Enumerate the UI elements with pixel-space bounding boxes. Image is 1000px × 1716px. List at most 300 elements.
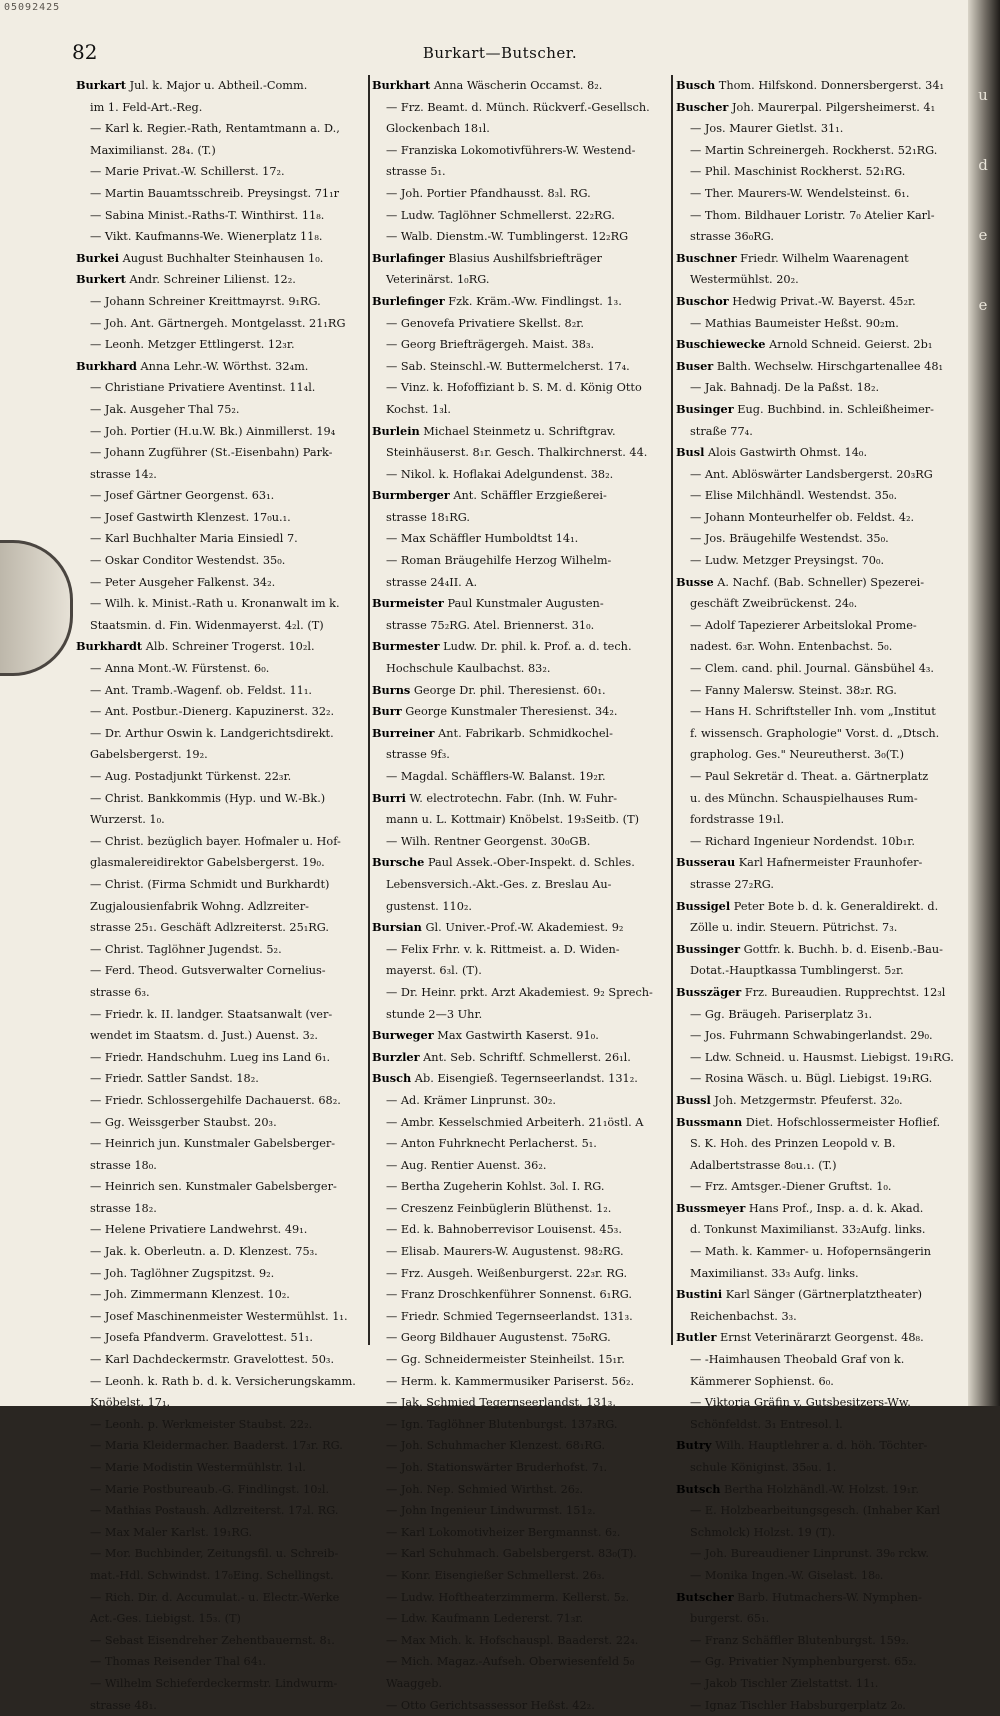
entry-text: — Herm. k. Kammermusiker Pariserst. 56₂. [386,1374,635,1388]
directory-line [372,1284,670,1306]
directory-line [372,1630,670,1652]
directory-line [76,1435,366,1457]
directory-line [676,874,962,896]
directory-line [372,550,670,572]
directory-entry [372,1025,670,1047]
directory-line [676,1219,962,1241]
entry-text: — Thomas Reisender Thal 64₁. [90,1655,267,1669]
entry-text: — Jak. k. Oberleutn. a. D. Klenzest. 75₃. [90,1245,318,1259]
directory-line [76,161,366,183]
directory-line [76,140,366,162]
entry-text: — Marie Privat.-W. Schillerst. 17₂. [90,165,285,179]
directory-line [676,1695,962,1716]
entry-text: Dotat.-Hauptkassa Tumblingerst. 5₂r. [690,964,904,978]
entry-text: Anna Wäscherin Occamst. 8₂. [430,79,603,92]
directory-line [372,615,670,637]
directory-line [372,1457,670,1479]
entry-text: Ant. Schäffler Erzgießerei- [449,489,607,503]
directory-line [76,788,366,810]
entry-text: — Wilh. Rentner Georgenst. 30₀GB. [386,834,591,848]
entry-text: — Hans H. Schriftsteller Inh. vom „Institut [690,705,936,719]
entry-text: — Karl k. Regier.-Rath, Rentamtmann a. D., [90,122,340,136]
entry-text: strasse 14₂. [90,467,157,481]
entry-text: — Johann Monteurhelfer ob. Feldst. 4₂. [690,510,915,524]
entry-text: — Ludw. Taglöhner Schmellerst. 22₂RG. [386,208,615,222]
surname: Burlafinger [372,250,445,265]
entry-text: — Vikt. Kaufmanns-We. Wienerplatz 11₈. [90,230,323,244]
entry-text: Gottfr. k. Buchh. b. d. Eisenb.-Bau- [740,942,943,956]
directory-line [676,1047,962,1069]
directory-line [76,1176,366,1198]
directory-entry [676,1284,962,1306]
entry-text: Ernst Veterinärarzt Georgenst. 48₈. [716,1331,924,1345]
entry-text: — Leonh. k. Rath b. d. k. Versicherungskamm. [90,1374,356,1388]
directory-line [676,1392,962,1414]
directory-entry [76,269,366,291]
entry-text: — E. Holzbearbeitungsgesch. (Inhaber Karl [690,1504,940,1518]
directory-line [676,377,962,399]
entry-text: Reichenbachst. 3₃. [690,1309,797,1323]
directory-line [676,161,962,183]
directory-entry [676,399,962,421]
directory-line [76,1090,366,1112]
directory-line [676,960,962,982]
entry-text: S. K. Hoh. des Prinzen Leopold v. B. [690,1137,896,1151]
directory-line [676,1133,962,1155]
surname: Burlein [372,423,420,438]
entry-text: — Gg. Weissgerber Staubst. 20₃. [90,1115,277,1129]
entry-text: f. wissensch. Graphologie" Vorst. d. „Dtsch. [690,726,940,740]
directory-line [76,701,366,723]
entry-text: — Franz Schäffler Blutenburgst. 159₂. [690,1633,910,1647]
entry-text: — Jos. Maurer Gietlst. 31₁. [690,122,844,136]
directory-line [76,1306,366,1328]
column-rule-1 [368,75,370,1345]
directory-entry [676,896,962,918]
directory-line [372,140,670,162]
directory-line [372,766,670,788]
entry-text: Zölle u. indir. Steuern. Pütrichst. 7₃. [690,921,898,935]
directory-line [676,723,962,745]
entry-text: Barb. Hutmachers-W. Nymphen- [733,1590,922,1604]
entry-text: — Ignaz Tischler Habsburgerplatz 2₀. [690,1698,906,1712]
entry-text: u. des Münchn. Schauspielhauses Rum- [690,791,918,805]
directory-entry [676,1198,962,1220]
entry-text: schule Königinst. 35₀u. 1. [690,1461,837,1474]
surname: Busch [676,78,716,92]
directory-entry [676,356,962,378]
directory-line [676,550,962,572]
directory-line [76,615,366,637]
directory-line [76,680,366,702]
directory-line [676,658,962,680]
entry-text: August Buchhalter Steinhausen 1₀. [119,251,324,265]
directory-line [676,269,962,291]
directory-line [372,1695,670,1716]
directory-line [76,723,366,745]
surname: Buser [676,358,714,373]
page-number: 82 [72,40,98,64]
directory-line [372,1543,670,1565]
directory-line [676,1608,962,1630]
surname: Burmeister [372,596,444,611]
directory-entry [372,421,670,443]
entry-text: Joh. Maurerpal. Pilgersheimerst. 4₁ [728,100,936,114]
directory-line [372,464,670,486]
directory-line [676,1263,962,1285]
directory-line [372,1090,670,1112]
entry-text: strasse 5₁. [386,165,446,179]
entry-text: — Felix Frhr. v. k. Rittmeist. a. D. Widen- [386,942,620,956]
entry-text: Ant. Fabrikarb. Schmidkochel- [434,726,613,740]
directory-entry [676,1435,962,1457]
entry-text: — Rosina Wäsch. u. Bügl. Liebigst. 19₁RG. [690,1072,933,1086]
entry-text: — Aug. Rentier Auenst. 36₂. [386,1158,547,1172]
entry-text: Jul. k. Major u. Abtheil.-Comm. [126,79,308,92]
directory-line [372,874,670,896]
entry-text: — Konr. Eisengießer Schmellerst. 26₃. [386,1568,605,1582]
entry-text: — Marie Postbureaub.-G. Findlingst. 10₂l. [90,1482,330,1496]
entry-text: burgerst. 65₁. [690,1612,770,1626]
entry-text: — Nikol. k. Hoflakai Adelgundenst. 38₂. [386,467,614,481]
directory-line [372,1651,670,1673]
entry-text: Kochst. 1₃l. [386,402,451,416]
directory-line [76,421,366,443]
entry-text: George Dr. phil. Theresienst. 60₁. [410,683,606,697]
entry-text: — Max Maler Karlst. 19₁RG. [90,1525,253,1539]
directory-entry [676,334,962,356]
entry-text: — Josef Gärtner Georgenst. 63₁. [90,489,275,503]
directory-line [372,1522,670,1544]
entry-text: strasse 48₁. [90,1698,157,1712]
entry-text: Ab. Eisengieß. Tegernseerlandst. 131₂. [411,1072,638,1086]
directory-line [76,917,366,939]
surname: Busl [676,445,705,460]
entry-text: — Aug. Postadjunkt Türkenst. 22₃r. [90,770,292,783]
directory-line [372,1155,670,1177]
directory-line [76,572,366,594]
directory-line [676,1522,962,1544]
entry-text: Gabelsbergerst. 19₂. [90,748,208,762]
directory-line [676,788,962,810]
entry-text: — Ldw. Kaufmann Ledererst. 71₃r. [386,1612,584,1626]
entry-text: nadest. 6₃r. Wohn. Entenbachst. 5₀. [690,640,893,654]
directory-line [76,1219,366,1241]
entry-text: — John Ingenieur Lindwurmst. 151₂. [386,1504,596,1518]
entry-text: Hedwig Privat.-W. Bayerst. 45₂r. [728,294,916,308]
entry-text: — Sab. Steinschl.-W. Buttermelcherst. 17₄. [386,359,630,373]
directory-line [76,1651,366,1673]
directory-line [76,528,366,550]
margin-mark: u [978,86,988,104]
surname: Bussmann [676,1114,743,1129]
entry-text: — Elise Milchhändl. Westendst. 35₀. [690,489,898,503]
entry-text: Paul Assek.-Ober-Inspekt. d. Schles. [424,856,635,870]
directory-line [372,1263,670,1285]
directory-line [76,874,366,896]
entry-text: — Friedr. Sattler Sandst. 18₂. [90,1072,259,1086]
column-1 [76,75,366,1712]
entry-text: — Richard Ingenieur Nordendst. 10b₁r. [690,834,915,848]
entry-text: — Sebast Eisendreher Zehentbauernst. 8₁. [90,1633,335,1647]
directory-line [76,1457,366,1479]
directory-entry [372,788,670,810]
entry-text: Blasius Aushilfsbriefträger [444,251,602,265]
entry-text: — Max Schäffler Humboldtst 14₁. [386,532,579,546]
entry-text: — Dr. Heinr. prkt. Arzt Akademiest. 9₂ Sprech- [386,985,653,999]
surname: Burkhardt [76,639,143,654]
entry-text: Ant. Seb. Schriftf. Schmellerst. 26₁l. [419,1050,631,1064]
entry-text: — Joh. Stationswärter Bruderhofst. 7₁. [386,1461,608,1474]
column-rule-2 [671,75,673,1345]
entry-text: mat.-Hdl. Schwindst. 17₀Eing. Schellingst. [90,1568,334,1582]
entry-text: — Phil. Maschinist Rockherst. 52₁RG. [690,165,906,179]
directory-line [76,1479,366,1501]
directory-entry [76,75,366,97]
entry-text: — Karl Buchhalter Maria Einsiedl 7. [90,532,298,546]
entry-text: George Kunstmaler Theresienst. 34₂. [401,705,618,719]
entry-text: mayerst. 6₃l. (T). [386,964,482,978]
entry-text: A. Nachf. (Bab. Schneller) Spezerei- [713,575,925,589]
entry-text: — Karl Schuhmach. Gabelsbergerst. 83₀(T). [386,1547,637,1561]
entry-text: — Ad. Krämer Linprunst. 30₂. [386,1093,557,1107]
entry-text: — Helene Privatiere Landwehrst. 49₁. [90,1223,308,1237]
directory-line [372,1414,670,1436]
entry-text: Karl Hafnermeister Fraunhofer- [735,856,923,870]
entry-text: — Christ. bezüglich bayer. Hofmaler u. Hof- [90,834,341,848]
entry-text: Steinhäuserst. 8₁r. Gesch. Thalkirchnerst. 44. [386,446,648,460]
directory-entry [676,982,962,1004]
entry-text: — Sabina Minist.-Raths-T. Winthirst. 11₈. [90,208,325,222]
entry-text: Hans Prof., Insp. a. d. k. Akad. [745,1201,924,1215]
surname: Bussl [676,1092,711,1107]
entry-text: — Christ. (Firma Schmidt und Burkhardt) [90,877,330,891]
entry-text: — Clem. cand. phil. Journal. Gänsbühel 4₃. [690,662,935,676]
directory-line [676,744,962,766]
entry-text: — Josef Gastwirth Klenzest. 17₀u.₁. [90,510,291,524]
entry-text: — Ed. k. Bahnoberrevisor Louisenst. 45₃. [386,1223,622,1237]
directory-line [76,1068,366,1090]
entry-text: — Karl Lokomotivheizer Bergmannst. 6₂. [386,1525,621,1539]
directory-line [676,313,962,335]
surname: Bussinger [676,941,741,956]
directory-line [76,97,366,119]
entry-text: Ludw. Dr. phil. k. Prof. a. d. tech. [439,640,632,654]
directory-line [372,507,670,529]
directory-entry [372,291,670,313]
directory-line [676,1500,962,1522]
surname: Businger [676,401,734,416]
directory-line [76,1004,366,1026]
directory-line [372,960,670,982]
directory-line [372,939,670,961]
directory-line [372,1004,670,1026]
entry-text: — Martin Bauamtsschreib. Preysingst. 71₁r [90,186,340,200]
entry-text: — Gg. Privatier Nymphenburgerst. 65₂. [690,1655,917,1669]
directory-entry [372,593,670,615]
directory-line [76,896,366,918]
directory-line [676,766,962,788]
directory-line [676,701,962,723]
directory-line [676,1673,962,1695]
entry-text: — Joh. Taglöhner Zugspitzst. 9₂. [90,1266,275,1280]
margin-mark: e [978,296,988,314]
directory-line [372,356,670,378]
directory-line [676,1306,962,1328]
directory-line [76,1198,366,1220]
entry-text: — Joh. Nep. Schmied Wirthst. 26₂. [386,1482,584,1496]
entry-text: Westermühlst. 20₂. [690,273,799,287]
entry-text: — Josefa Pfandverm. Gravelottest. 51₁. [90,1331,314,1345]
entry-text: — Bertha Zugeherin Kohlst. 3₀l. I. RG. [386,1180,605,1194]
entry-text: — Oskar Conditor Westendst. 35₀. [90,554,286,568]
directory-line [76,1673,366,1695]
surname: Busch [372,1071,412,1086]
directory-line [676,1025,962,1047]
directory-line [676,485,962,507]
entry-text: — Jos. Bräugehilfe Westendst. 35₀. [690,532,889,546]
directory-line [676,1004,962,1026]
entry-text: — Ther. Maurers-W. Wendelsteinst. 6₁. [690,186,910,200]
directory-entry [372,75,670,97]
entry-text: — Georg Briefträgergeh. Maist. 38₃. [386,338,595,352]
directory-line [676,1414,962,1436]
entry-text: Diet. Hofschlossermeister Hoflief. [742,1115,941,1129]
entry-text: stunde 2—3 Uhr. [386,1007,483,1021]
directory-entry [372,636,670,658]
entry-text: — Ant. Ablöswärter Landsbergerst. 20₃RG [690,467,933,481]
directory-line [76,766,366,788]
entry-text: Eug. Buchbind. in. Schleißheimer- [733,402,934,416]
directory-entry [372,485,670,507]
surname: Bursche [372,855,425,870]
surname: Burreiner [372,725,435,740]
directory-line [76,377,366,399]
directory-line [372,1392,670,1414]
directory-line [372,1608,670,1630]
entry-text: Bertha Holzhändl.-W. Holzst. 19₁r. [720,1482,919,1496]
surname: Burr [372,704,402,719]
entry-text: — Viktoria Gräfin v. Gutsbesitzers-Ww. [690,1396,911,1410]
column-3 [676,75,962,1712]
entry-text: — Friedr. k. II. landger. Staatsanwalt (ver- [90,1007,333,1021]
directory-line [76,1608,366,1630]
entry-text: — Mich. Magaz.-Aufseh. Oberwiesenfeld 5₀ [386,1655,635,1669]
directory-entry [372,701,670,723]
directory-line [372,1198,670,1220]
directory-line [76,831,366,853]
directory-line [676,1543,962,1565]
directory-line [76,118,366,140]
directory-line [676,680,962,702]
surname: Butler [676,1330,717,1345]
entry-text: — Christ. Taglöhner Jugendst. 5₂. [90,942,282,956]
directory-line [372,1587,670,1609]
directory-line [676,226,962,248]
directory-entry [676,1587,962,1609]
directory-line [76,1587,366,1609]
directory-line [372,313,670,335]
entry-text: Frz. Bureaudien. Rupprechtst. 12₃l [741,985,946,999]
entry-text: grapholog. Ges." Neureutherst. 3₀(T.) [690,748,905,762]
directory-line [372,97,670,119]
entry-text: d. Tonkunst Maximilianst. 33₂Aufg. links. [690,1223,926,1237]
entry-text: Act.-Ges. Liebigst. 15₃. (T) [90,1612,241,1626]
entry-text: Zugjalousienfabrik Wohng. Adlzreiter- [90,899,309,913]
entry-text: strasse 6₃. [90,985,150,999]
entry-text: Kämmerer Sophienst. 6₀. [690,1374,834,1388]
entry-text: Thom. Hilfskond. Donnersbergerst. 34₁ [715,79,945,92]
directory-line [372,118,670,140]
directory-line [76,1025,366,1047]
entry-text: — Ant. Postbur.-Dienerg. Kapuzinerst. 32₂. [90,705,335,719]
directory-line [372,1565,670,1587]
entry-text: Joh. Metzgermstr. Pfeuferst. 32₀. [710,1093,903,1107]
entry-text: Wilh. Hauptlehrer a. d. höh. Töchter- [711,1439,928,1453]
directory-line [76,205,366,227]
entry-text: — Johann Zugführer (St.-Eisenbahn) Park- [90,446,333,460]
directory-entry [372,680,670,702]
entry-text: Knöbelst. 17₁. [90,1396,171,1410]
directory-line [76,1133,366,1155]
directory-line [372,269,670,291]
entry-text: Maximilianst. 28₄. (T.) [90,143,216,157]
directory-line [372,377,670,399]
directory-entry [372,852,670,874]
entry-text: — Fanny Malersw. Steinst. 38₂r. RG. [690,683,897,697]
directory-line [372,1479,670,1501]
entry-text: — Mathias Postaush. Adlzreiterst. 17₂l. RG. [90,1504,339,1518]
directory-line [76,939,366,961]
directory-line [676,1630,962,1652]
entry-text: — Ant. Tramb.-Wagenf. ob. Feldst. 11₁. [90,683,312,697]
entry-text: mann u. L. Kottmair) Knöbelst. 19₃Seitb. (T) [386,813,640,827]
entry-text: — Paul Sekretär d. Theat. a. Gärtnerplatz [690,770,929,783]
directory-line [76,1543,366,1565]
entry-text: — Walb. Dienstm.-W. Tumblingerst. 12₂RG [386,230,629,244]
entry-text: — Gg. Schneidermeister Steinheilst. 15₁r. [386,1353,625,1367]
entry-text: strasse 18₀. [90,1158,157,1172]
entry-text: — Math. k. Kammer- u. Hofopernsängerin [690,1245,932,1259]
entry-text: — Heinrich sen. Kunstmaler Gabelsberger- [90,1180,337,1194]
entry-text: — Mor. Buchbinder, Zeitungsfil. u. Schreib- [90,1547,339,1561]
entry-text: — Thom. Bildhauer Loristr. 7₀ Atelier Karl- [690,208,935,222]
surname: Butsch [676,1481,721,1496]
directory-line [76,1630,366,1652]
entry-text: — Adolf Tapezierer Arbeitslokal Prome- [690,618,917,632]
entry-text: Waaggeb. [386,1676,443,1690]
directory-line [372,1371,670,1393]
entry-text: — Frz. Amtsger.-Diener Gruftst. 1₀. [690,1180,892,1194]
entry-text: glasmalereidirektor Gabelsbergerst. 19₀. [90,856,325,870]
entry-text: Adalbertstrasse 8₀u.₁. (T.) [690,1158,837,1172]
directory-line [372,1219,670,1241]
directory-line [372,1349,670,1371]
directory-line [372,1176,670,1198]
directory-line [372,744,670,766]
binder-clip [0,540,73,676]
directory-line [372,1306,670,1328]
directory-line [76,1500,366,1522]
entry-text: — Friedr. Schmied Tegernseerlandst. 131₃. [386,1309,633,1323]
directory-entry [372,917,670,939]
entry-text: — Georg Bildhauer Augustenst. 75₀RG. [386,1331,611,1345]
entry-text: — Creszenz Feinbüglerin Blüthenst. 1₂. [386,1201,612,1215]
entry-text: — Genovefa Privatiere Skellst. 8₂r. [386,316,584,330]
entry-text: — Roman Bräugehilfe Herzog Wilhelm- [386,554,612,568]
surname: Bustini [676,1287,723,1302]
entry-text: — Jak. Ausgeher Thal 75₂. [90,402,240,416]
